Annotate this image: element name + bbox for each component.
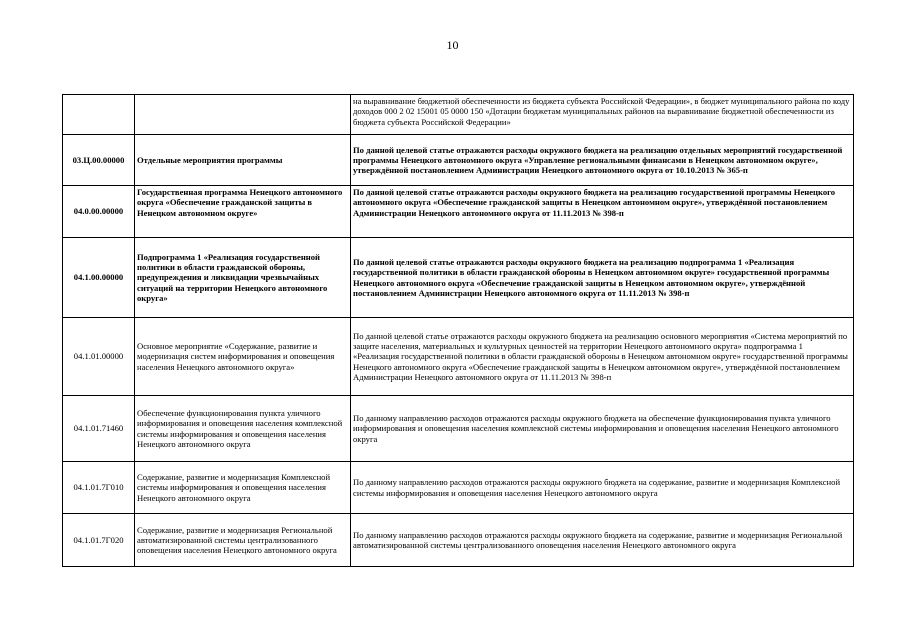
target-articles-table [62,94,854,567]
code-cell [63,95,135,135]
code-cell: 03.Ц.00.00000 [63,135,135,186]
name-cell: Содержание, развитие и модернизация Комплексной системы информирования и оповещения населения Ненецкого автономного округа [135,462,351,514]
code-cell: 04.1.01.7Г010 [63,462,135,514]
code-cell: 04.1.01.7Г020 [63,514,135,567]
table-row [63,238,854,318]
name-cell: Обеспечение функционирования пункта уличного информирования и оповещения населения комплексной системы информирования и оповещения населения Ненецкого автономного округа [135,396,351,462]
table-row [63,135,854,186]
code-cell: 04.1.00.00000 [63,238,135,318]
name-cell: Основное мероприятие «Содержание, развитие и модернизация систем информирования и оповещения населения Ненецкого автономного округа» [135,318,351,396]
description-cell: на выравнивание бюджетной обеспеченности из бюджета субъекта Российской Федерации», в бюджет муниципального района по коду доходов 000 2 02 15001 05 0000 150 «Дотации бюджетам муниципальных районов на выравнивание бюджетной обеспеченности из бюджета субъекта Российской Федерации» [351,95,854,135]
table-row [63,462,854,514]
name-cell: Содержание, развитие и модернизация Региональной автоматизированной системы централизованного оповещения населения Ненецкого автономного округа [135,514,351,567]
table-row [63,95,854,135]
name-cell [135,95,351,135]
table-row [63,318,854,396]
name-cell: Подпрограмма 1 «Реализация государственной политики в области гражданской обороны, предупреждения и ликвидации чрезвычайных ситуаций на территории Ненецкого автономного округа» [135,238,351,318]
name-cell: Отдельные мероприятия программы [135,135,351,186]
description-cell: По данной целевой статье отражаются расходы окружного бюджета на реализацию подпрограмма 1 «Реализация государственной политики в области гражданской обороны в Ненецком автономном округе» государственной программы Ненецкого автономного округа «Обеспечение гражданской защиты в Ненецком автономном округе», утверждённой постановлением Администрации Ненецкого автономного округа от 11.11.2013 № 398-п [351,238,854,318]
table-row [63,396,854,462]
code-cell: 04.1.01.71460 [63,396,135,462]
table-row [63,514,854,567]
description-cell: По данной целевой статье отражаются расходы окружного бюджета на реализацию государственной программы Ненецкого автономного округа «Обеспечение гражданской защиты в Ненецком автономном округе», утверждённой постановлением Администрации Ненецкого автономного округа от 11.11.2013 № 398-п [351,186,854,238]
description-cell: По данной целевой статье отражаются расходы окружного бюджета на реализацию отдельных мероприятий государственной программы Ненецкого автономного округа «Управление региональными финансами в Ненецком автономном округе», утверждённой постановлением Администрации Ненецкого автономного округа от 10.10.2013 № 365-п [351,135,854,186]
description-cell: По данному направлению расходов отражаются расходы окружного бюджета на содержание, развитие и модернизация Комплексной системы информирования и оповещения населения Ненецкого автономного округа [351,462,854,514]
code-cell: 04.1.01.00000 [63,318,135,396]
table-row [63,186,854,238]
name-cell: Государственная программа Ненецкого автономного округа «Обеспечение гражданской защиты в Ненецком автономном округе» [135,186,351,238]
description-cell: По данному направлению расходов отражаются расходы окружного бюджета на обеспечение функционирования пункта уличного информирования и оповещения населения комплексной системы информирования и оповещения населения Ненецкого автономного округа [351,396,854,462]
description-cell: По данной целевой статье отражаются расходы окружного бюджета на реализацию основного мероприятия «Система мероприятий по защите населения, материальных и культурных ценностей на территории Ненецкого автономного округа» подпрограмма 1 «Реализация государственной политики в области гражданской обороны в Ненецком автономном округе» государственной программы Ненецкого автономного округа «Обеспечение гражданской защиты в Ненецком автономном округе», утверждённой постановлением Администрации Ненецкого автономного округа от 11.11.2013 № 398-п [351,318,854,396]
page-number: 10 [446,38,459,52]
description-cell: По данному направлению расходов отражаются расходы окружного бюджета на содержание, развитие и модернизация Региональной автоматизированной системы централизованного оповещения населения Ненецкого автономного округа [351,514,854,567]
code-cell: 04.0.00.00000 [63,186,135,238]
